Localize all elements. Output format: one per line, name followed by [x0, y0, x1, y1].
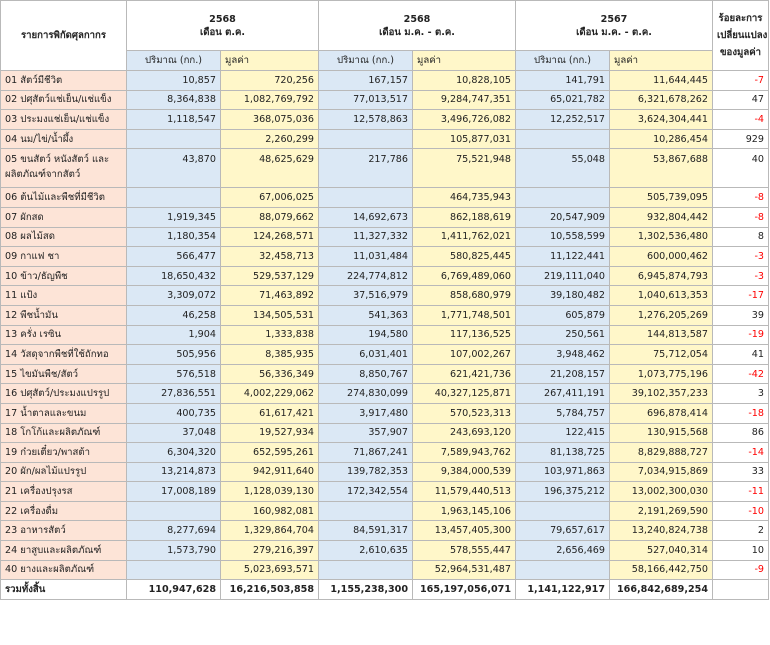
total-value-3: 166,842,689,254: [610, 580, 713, 600]
total-value-1: 16,216,503,858: [221, 580, 319, 600]
row-qty-jan-oct-2567: 219,111,040: [516, 266, 610, 286]
row-value-jan-oct-2567: 527,040,314: [610, 541, 713, 561]
total-label: รวมทั้งสิ้น: [1, 580, 127, 600]
row-category: 11 แป้ง: [1, 286, 127, 306]
row-qty-jan-oct-2568: 6,031,401: [319, 345, 413, 365]
row-value-jan-oct-2567: 11,644,445: [610, 71, 713, 91]
table-row: [1, 521, 769, 541]
row-value-oct-2568: 2,260,299: [221, 129, 319, 149]
row-qty-oct-2568: 17,008,189: [127, 482, 221, 502]
row-qty-jan-oct-2568: 12,578,863: [319, 110, 413, 130]
row-qty-oct-2568: 576,518: [127, 364, 221, 384]
row-value-jan-oct-2568: 107,002,267: [413, 345, 516, 365]
row-pct-change: -11: [713, 482, 769, 502]
row-value-jan-oct-2568: 3,496,726,082: [413, 110, 516, 130]
row-value-oct-2568: 67,006,025: [221, 188, 319, 208]
row-qty-jan-oct-2567: 79,657,617: [516, 521, 610, 541]
header-group-2: [319, 1, 516, 51]
row-value-jan-oct-2568: 9,284,747,351: [413, 90, 516, 110]
row-qty-jan-oct-2568: 217,786: [319, 149, 413, 188]
header-group-1-year: 2568: [209, 13, 236, 25]
row-qty-oct-2568: 46,258: [127, 305, 221, 325]
row-value-jan-oct-2568: 9,384,000,539: [413, 462, 516, 482]
table-row: [1, 110, 769, 130]
row-category: 19 ก๋วยเตี๋ยว/พาสต้า: [1, 443, 127, 463]
row-value-jan-oct-2567: 2,191,269,590: [610, 501, 713, 521]
row-qty-jan-oct-2568: [319, 129, 413, 149]
row-value-oct-2568: 56,336,349: [221, 364, 319, 384]
row-qty-jan-oct-2568: 357,907: [319, 423, 413, 443]
header-value-1: มูลค่า: [221, 51, 319, 71]
header-qty-1: ปริมาณ (กก.): [127, 51, 221, 71]
row-value-oct-2568: 61,617,421: [221, 403, 319, 423]
row-pct-change: 929: [713, 129, 769, 149]
row-qty-jan-oct-2568: 11,327,332: [319, 227, 413, 247]
row-qty-jan-oct-2567: 65,021,782: [516, 90, 610, 110]
row-qty-jan-oct-2567: 267,411,191: [516, 384, 610, 404]
row-value-oct-2568: 1,333,838: [221, 325, 319, 345]
header-row-groups: [1, 1, 769, 51]
total-value-2: 165,197,056,071: [413, 580, 516, 600]
row-category: 18 โกโก้และผลิตภัณฑ์: [1, 423, 127, 443]
row-value-oct-2568: 8,385,935: [221, 345, 319, 365]
row-value-jan-oct-2568: 105,877,031: [413, 129, 516, 149]
row-qty-jan-oct-2568: 84,591,317: [319, 521, 413, 541]
row-value-oct-2568: 32,458,713: [221, 247, 319, 267]
row-qty-oct-2568: [127, 129, 221, 149]
table-row: [1, 207, 769, 227]
row-qty-jan-oct-2567: 11,122,441: [516, 247, 610, 267]
row-qty-jan-oct-2567: [516, 501, 610, 521]
table-row: [1, 364, 769, 384]
row-pct-change: -14: [713, 443, 769, 463]
row-qty-oct-2568: 8,364,838: [127, 90, 221, 110]
row-qty-jan-oct-2568: 3,917,480: [319, 403, 413, 423]
row-pct-change: 3: [713, 384, 769, 404]
row-category: 20 ผัก/ผลไม้แปรรูป: [1, 462, 127, 482]
row-qty-oct-2568: 8,277,694: [127, 521, 221, 541]
row-qty-jan-oct-2567: 21,208,157: [516, 364, 610, 384]
total-row: [1, 580, 769, 600]
row-value-jan-oct-2568: 1,411,762,021: [413, 227, 516, 247]
row-value-jan-oct-2568: 1,963,145,106: [413, 501, 516, 521]
row-value-jan-oct-2567: 144,813,587: [610, 325, 713, 345]
row-value-jan-oct-2567: 39,102,357,233: [610, 384, 713, 404]
row-pct-change: -42: [713, 364, 769, 384]
row-value-oct-2568: 5,023,693,571: [221, 560, 319, 580]
table-row: [1, 403, 769, 423]
row-qty-oct-2568: 3,309,072: [127, 286, 221, 306]
row-qty-jan-oct-2567: 55,048: [516, 149, 610, 188]
row-value-oct-2568: 1,082,769,792: [221, 90, 319, 110]
table-row: [1, 227, 769, 247]
table-row: [1, 90, 769, 110]
row-value-jan-oct-2567: 6,321,678,262: [610, 90, 713, 110]
row-value-jan-oct-2568: 75,521,948: [413, 149, 516, 188]
row-qty-jan-oct-2568: 541,363: [319, 305, 413, 325]
row-category: 12 พืชน้ำมัน: [1, 305, 127, 325]
row-category: 13 ครั่ง เรซิน: [1, 325, 127, 345]
row-value-jan-oct-2567: 696,878,414: [610, 403, 713, 423]
header-value-3: มูลค่า: [610, 51, 713, 71]
row-qty-oct-2568: 1,180,354: [127, 227, 221, 247]
row-pct-change: 40: [713, 149, 769, 188]
row-pct-change: 86: [713, 423, 769, 443]
row-value-jan-oct-2567: 130,915,568: [610, 423, 713, 443]
row-category: 08 ผลไม้สด: [1, 227, 127, 247]
header-pct-change: ร้อยละการเปลี่ยนแปลงของมูลค่า: [713, 1, 769, 71]
row-pct-change: -8: [713, 188, 769, 208]
row-pct-change: 39: [713, 305, 769, 325]
row-value-jan-oct-2568: 40,327,125,871: [413, 384, 516, 404]
row-value-oct-2568: 19,527,934: [221, 423, 319, 443]
row-qty-oct-2568: 1,573,790: [127, 541, 221, 561]
row-pct-change: -9: [713, 560, 769, 580]
row-value-jan-oct-2568: 570,523,313: [413, 403, 516, 423]
row-qty-jan-oct-2568: 172,342,554: [319, 482, 413, 502]
row-value-jan-oct-2567: 3,624,304,441: [610, 110, 713, 130]
row-pct-change: 41: [713, 345, 769, 365]
row-qty-jan-oct-2568: 71,867,241: [319, 443, 413, 463]
row-qty-jan-oct-2567: 20,547,909: [516, 207, 610, 227]
row-category: 24 ยาสูบและผลิตภัณฑ์: [1, 541, 127, 561]
row-value-oct-2568: 1,329,864,704: [221, 521, 319, 541]
row-qty-jan-oct-2567: 10,558,599: [516, 227, 610, 247]
row-qty-jan-oct-2567: [516, 188, 610, 208]
row-pct-change: -3: [713, 266, 769, 286]
row-qty-jan-oct-2567: 39,180,482: [516, 286, 610, 306]
row-pct-change: 2: [713, 521, 769, 541]
row-qty-oct-2568: 566,477: [127, 247, 221, 267]
table-row: [1, 345, 769, 365]
row-pct-change: -3: [713, 247, 769, 267]
table-row: [1, 482, 769, 502]
table-row: [1, 188, 769, 208]
row-qty-oct-2568: 6,304,320: [127, 443, 221, 463]
row-value-jan-oct-2567: 1,302,536,480: [610, 227, 713, 247]
row-pct-change: -7: [713, 71, 769, 91]
row-qty-jan-oct-2567: [516, 129, 610, 149]
row-qty-jan-oct-2567: 12,252,517: [516, 110, 610, 130]
row-value-oct-2568: 942,911,640: [221, 462, 319, 482]
row-value-oct-2568: 279,216,397: [221, 541, 319, 561]
table-row: [1, 149, 769, 188]
row-qty-jan-oct-2568: 167,157: [319, 71, 413, 91]
row-qty-oct-2568: 1,118,547: [127, 110, 221, 130]
row-category: 10 ข้าว/ธัญพืช: [1, 266, 127, 286]
row-value-jan-oct-2567: 1,276,205,269: [610, 305, 713, 325]
table-row: [1, 266, 769, 286]
row-value-jan-oct-2568: 621,421,736: [413, 364, 516, 384]
row-pct-change: 47: [713, 90, 769, 110]
row-qty-jan-oct-2568: 2,610,635: [319, 541, 413, 561]
row-qty-jan-oct-2568: 8,850,767: [319, 364, 413, 384]
table-row: [1, 325, 769, 345]
row-value-jan-oct-2568: 13,457,405,300: [413, 521, 516, 541]
row-qty-oct-2568: 400,735: [127, 403, 221, 423]
row-category: 01 สัตว์มีชีวิต: [1, 71, 127, 91]
row-qty-jan-oct-2568: 11,031,484: [319, 247, 413, 267]
row-category: 23 อาหารสัตว์: [1, 521, 127, 541]
row-value-jan-oct-2567: 10,286,454: [610, 129, 713, 149]
header-group-2-period: เดือน ม.ค. - ต.ค.: [379, 26, 455, 38]
header-group-1-period: เดือน ต.ค.: [199, 26, 246, 38]
row-category: 06 ต้นไม้และพืชที่มีชีวิต: [1, 188, 127, 208]
table-row: [1, 247, 769, 267]
row-qty-jan-oct-2568: [319, 560, 413, 580]
row-value-oct-2568: 529,537,129: [221, 266, 319, 286]
row-category: 09 กาแฟ ชา: [1, 247, 127, 267]
row-qty-oct-2568: 43,870: [127, 149, 221, 188]
row-pct-change: -19: [713, 325, 769, 345]
row-qty-jan-oct-2568: 14,692,673: [319, 207, 413, 227]
table-row: [1, 462, 769, 482]
row-value-jan-oct-2567: 8,829,888,727: [610, 443, 713, 463]
row-value-oct-2568: 720,256: [221, 71, 319, 91]
row-value-jan-oct-2568: 11,579,440,513: [413, 482, 516, 502]
row-qty-jan-oct-2567: 103,971,863: [516, 462, 610, 482]
table-row: [1, 443, 769, 463]
row-value-oct-2568: 48,625,629: [221, 149, 319, 188]
row-value-jan-oct-2567: 13,002,300,030: [610, 482, 713, 502]
row-value-jan-oct-2567: 1,073,775,196: [610, 364, 713, 384]
row-value-jan-oct-2567: 932,804,442: [610, 207, 713, 227]
row-value-jan-oct-2567: 1,040,613,353: [610, 286, 713, 306]
row-qty-oct-2568: 18,650,432: [127, 266, 221, 286]
row-qty-oct-2568: 13,214,873: [127, 462, 221, 482]
row-qty-oct-2568: [127, 501, 221, 521]
row-qty-oct-2568: 1,919,345: [127, 207, 221, 227]
header-value-2: มูลค่า: [413, 51, 516, 71]
header-group-3: [516, 1, 713, 51]
row-qty-jan-oct-2567: 122,415: [516, 423, 610, 443]
row-value-jan-oct-2568: 1,771,748,501: [413, 305, 516, 325]
table-row: [1, 71, 769, 91]
header-group-3-period: เดือน ม.ค. - ต.ค.: [576, 26, 652, 38]
row-value-jan-oct-2568: 6,769,489,060: [413, 266, 516, 286]
row-value-jan-oct-2568: 858,680,979: [413, 286, 516, 306]
row-value-oct-2568: 88,079,662: [221, 207, 319, 227]
row-pct-change: -4: [713, 110, 769, 130]
total-qty-2: 1,155,238,300: [319, 580, 413, 600]
row-pct-change: -8: [713, 207, 769, 227]
row-value-jan-oct-2568: 578,555,447: [413, 541, 516, 561]
table-row: [1, 423, 769, 443]
row-pct-change: 10: [713, 541, 769, 561]
row-category: 21 เครื่องปรุงรส: [1, 482, 127, 502]
total-qty-3: 1,141,122,917: [516, 580, 610, 600]
row-pct-change: -17: [713, 286, 769, 306]
row-value-oct-2568: 160,982,081: [221, 501, 319, 521]
row-value-jan-oct-2567: 58,166,442,750: [610, 560, 713, 580]
row-value-jan-oct-2568: 10,828,105: [413, 71, 516, 91]
table-row: [1, 384, 769, 404]
row-category: 40 ยางและผลิตภัณฑ์: [1, 560, 127, 580]
row-value-jan-oct-2568: 117,136,525: [413, 325, 516, 345]
row-category: 14 วัสดุจากพืชที่ใช้ถักทอ: [1, 345, 127, 365]
row-value-oct-2568: 124,268,571: [221, 227, 319, 247]
row-qty-jan-oct-2567: 3,948,462: [516, 345, 610, 365]
row-value-oct-2568: 652,595,261: [221, 443, 319, 463]
row-category: 16 ปศุสัตว์/ประมงแปรรูป: [1, 384, 127, 404]
row-value-jan-oct-2568: 862,188,619: [413, 207, 516, 227]
row-category: 04 นม/ไข่/น้ำผึ้ง: [1, 129, 127, 149]
row-value-oct-2568: 71,463,892: [221, 286, 319, 306]
header-qty-3: ปริมาณ (กก.): [516, 51, 610, 71]
row-pct-change: 33: [713, 462, 769, 482]
row-value-jan-oct-2568: 580,825,445: [413, 247, 516, 267]
total-qty-1: 110,947,628: [127, 580, 221, 600]
row-value-jan-oct-2568: 464,735,943: [413, 188, 516, 208]
row-qty-jan-oct-2568: 194,580: [319, 325, 413, 345]
total-pct: [713, 580, 769, 600]
table-row: [1, 305, 769, 325]
row-qty-jan-oct-2567: 605,879: [516, 305, 610, 325]
row-qty-jan-oct-2567: 2,656,469: [516, 541, 610, 561]
row-qty-jan-oct-2568: 224,774,812: [319, 266, 413, 286]
row-value-oct-2568: 1,128,039,130: [221, 482, 319, 502]
row-qty-jan-oct-2568: [319, 188, 413, 208]
row-value-jan-oct-2567: 600,000,462: [610, 247, 713, 267]
row-qty-jan-oct-2567: 196,375,212: [516, 482, 610, 502]
table-row: [1, 501, 769, 521]
row-qty-jan-oct-2567: [516, 560, 610, 580]
table-row: [1, 286, 769, 306]
row-value-jan-oct-2568: 7,589,943,762: [413, 443, 516, 463]
row-value-jan-oct-2567: 505,739,095: [610, 188, 713, 208]
row-category: 05 ขนสัตว์ หนังสัตว์ และผลิตภัณฑ์จากสัตว์: [1, 149, 127, 188]
row-qty-jan-oct-2567: 250,561: [516, 325, 610, 345]
row-pct-change: 8: [713, 227, 769, 247]
row-qty-oct-2568: 10,857: [127, 71, 221, 91]
row-qty-jan-oct-2568: 274,830,099: [319, 384, 413, 404]
table-row: [1, 129, 769, 149]
row-value-jan-oct-2568: 52,964,531,487: [413, 560, 516, 580]
row-value-oct-2568: 134,505,531: [221, 305, 319, 325]
row-value-jan-oct-2568: 243,693,120: [413, 423, 516, 443]
row-value-jan-oct-2567: 7,034,915,869: [610, 462, 713, 482]
row-category: 07 ผักสด: [1, 207, 127, 227]
row-qty-oct-2568: [127, 560, 221, 580]
row-pct-change: -18: [713, 403, 769, 423]
header-category: รายการพิกัดศุลกากร: [1, 1, 127, 71]
row-qty-oct-2568: [127, 188, 221, 208]
row-qty-jan-oct-2568: [319, 501, 413, 521]
row-qty-oct-2568: 505,956: [127, 345, 221, 365]
row-qty-jan-oct-2568: 37,516,979: [319, 286, 413, 306]
row-qty-jan-oct-2568: 139,782,353: [319, 462, 413, 482]
row-value-jan-oct-2567: 6,945,874,793: [610, 266, 713, 286]
table-row: [1, 541, 769, 561]
row-category: 03 ประมงแช่เย็น/แช่แข็ง: [1, 110, 127, 130]
row-pct-change: -10: [713, 501, 769, 521]
row-qty-jan-oct-2567: 141,791: [516, 71, 610, 91]
row-value-oct-2568: 368,075,036: [221, 110, 319, 130]
row-qty-jan-oct-2568: 77,013,517: [319, 90, 413, 110]
row-value-jan-oct-2567: 75,712,054: [610, 345, 713, 365]
header-group-2-year: 2568: [403, 13, 431, 25]
row-qty-jan-oct-2567: 5,784,757: [516, 403, 610, 423]
row-qty-jan-oct-2567: 81,138,725: [516, 443, 610, 463]
row-qty-oct-2568: 27,836,551: [127, 384, 221, 404]
table-body: [1, 71, 769, 580]
row-value-jan-oct-2567: 13,240,824,738: [610, 521, 713, 541]
row-qty-oct-2568: 1,904: [127, 325, 221, 345]
row-qty-oct-2568: 37,048: [127, 423, 221, 443]
row-value-jan-oct-2567: 53,867,688: [610, 149, 713, 188]
row-category: 02 ปศุสัตว์แช่เย็น/แช่แข็ง: [1, 90, 127, 110]
header-qty-2: ปริมาณ (กก.): [319, 51, 413, 71]
row-category: 17 น้ำตาลและขนม: [1, 403, 127, 423]
row-category: 15 ไขมันพืช/สัตว์: [1, 364, 127, 384]
row-value-oct-2568: 4,002,229,062: [221, 384, 319, 404]
header-group-3-year: 2567: [600, 13, 628, 25]
header-group-1: [127, 1, 319, 51]
row-category: 22 เครื่องดื่ม: [1, 501, 127, 521]
table-row: [1, 560, 769, 580]
